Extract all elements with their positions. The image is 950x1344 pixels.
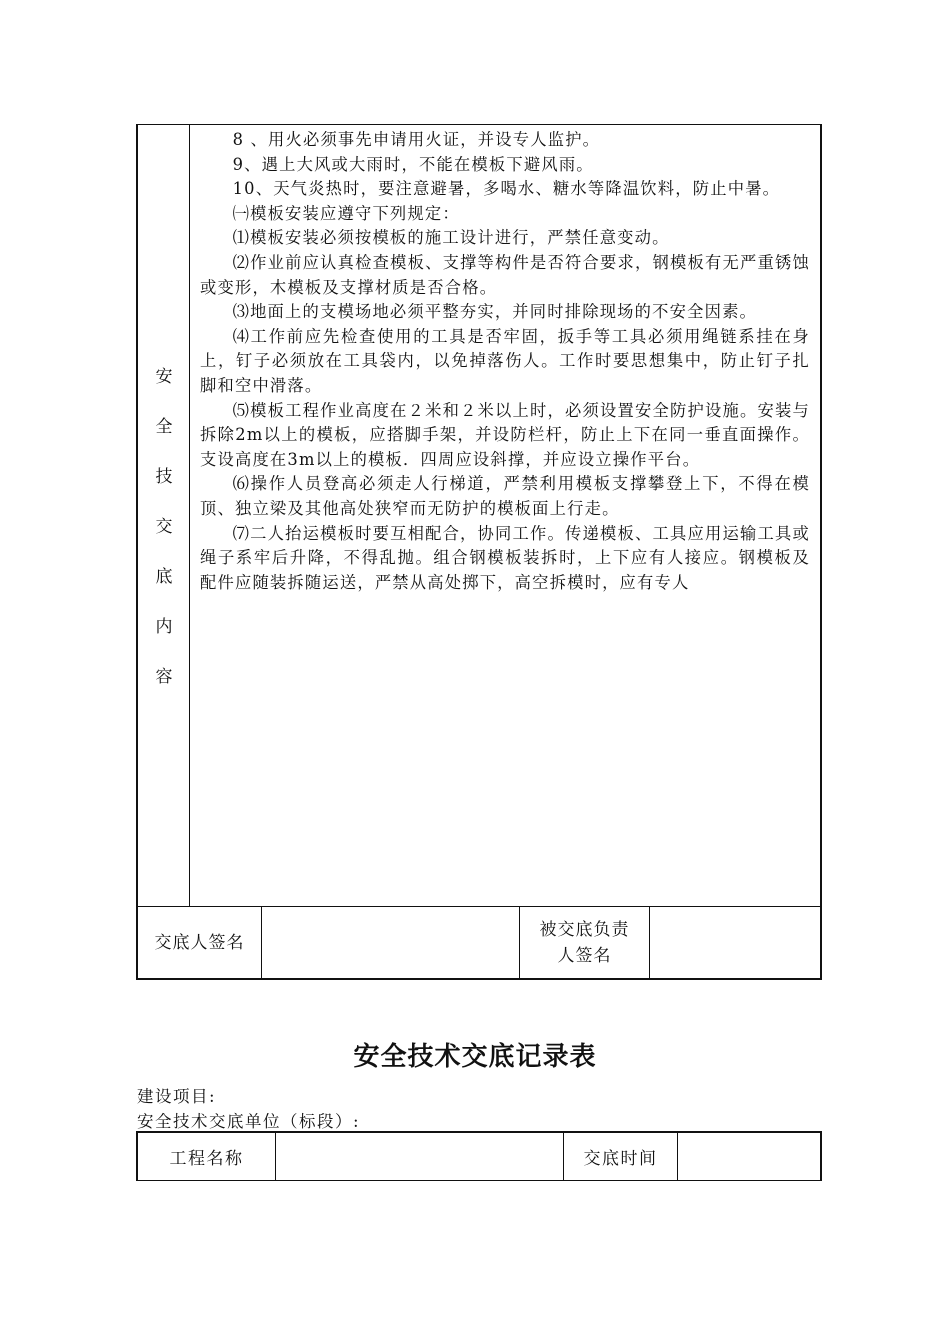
content-paragraph: ⑸模板工程作业高度在２米和２米以上时，必须设置安全防护设施。安装与拆除2m以上的模板，应搭脚手架，并设防栏杆，防止上下在同一垂直面操作。支设高度在3m以上的模板．四周应设斜撑，并应设立操作平台。 <box>200 400 810 469</box>
content-paragraph: ⑺二人抬运模板时要互相配合，协同工作。传递模板、工具应用运输工具或绳子系牢后升降，不得乱抛。组合钢模板装拆时，上下应有人接应。钢模板及配件应随装拆随运送，严禁从高处掷下，高空拆模时，应有专人 <box>200 523 810 592</box>
content-paragraph: ⑴模板安装必须按模板的施工设计进行，严禁任意变动。 <box>232 228 670 248</box>
content-paragraph: 10、天气炎热时，要注意避暑，多喝水、糖水等降温饮料，防止中暑。 <box>232 179 781 199</box>
project-name-label: 工程名称 <box>138 1133 276 1180</box>
content-paragraph: ⑷工作前应先检查使用的工具是否牢固，扳手等工具必须用绳链系挂在身上，钉子必须放在工具袋内，以免掉落伤人。工作时要思想集中，防止钉子扎脚和空中滑落。 <box>200 326 810 395</box>
section-label-char: 安 <box>155 367 173 387</box>
signature-row <box>138 906 820 978</box>
content-paragraph: ⑶地面上的支模场地必须平整夯实，并同时排除现场的不安全因素。 <box>232 302 758 322</box>
section-label-char: 内 <box>155 617 173 637</box>
section-label-char: 全 <box>155 417 173 437</box>
form-title: 安全技术交底记录表 <box>353 1042 597 1072</box>
section-label-char: 底 <box>155 567 173 587</box>
safety-briefing-table <box>136 124 822 980</box>
recipient-signature-label: 被交底负责人签名 <box>520 907 650 978</box>
section-label-char: 技 <box>155 467 173 487</box>
unit-label: 安全技术交底单位（标段）: <box>137 1112 361 1131</box>
section-label <box>138 352 190 702</box>
briefing-content <box>190 124 820 906</box>
project-info-table <box>136 1131 822 1181</box>
content-paragraph: ㈠模板安装应遵守下列规定： <box>232 203 460 223</box>
content-paragraph: ⑹操作人员登高必须走人行梯道，严禁利用模板支撑攀登上下，不得在模顶、独立梁及其他高处狭窄而无防护的模板面上行走。 <box>200 474 810 518</box>
presenter-signature-field[interactable] <box>262 907 520 978</box>
section-label-char: 交 <box>155 517 173 537</box>
briefing-date-label: 交底时间 <box>564 1133 678 1180</box>
project-name-field[interactable] <box>276 1133 564 1180</box>
briefing-date-field[interactable] <box>678 1133 820 1180</box>
section-label-cell <box>138 124 190 906</box>
section-label-char: 容 <box>155 667 173 687</box>
recipient-signature-field[interactable] <box>650 907 820 978</box>
content-paragraph: 8 、用火必须事先申请用火证，并设专人监护。 <box>232 130 601 149</box>
presenter-signature-label: 交底人签名 <box>138 907 262 978</box>
project-label: 建设项目: <box>137 1087 217 1106</box>
content-paragraph: 9、遇上大风或大雨时，不能在模板下避风雨。 <box>232 154 594 174</box>
content-paragraph: ⑵作业前应认真检查模板、支撑等构件是否符合要求，钢模板有无严重锈蚀或变形，木模板及支撑材质是否合格。 <box>200 252 810 297</box>
